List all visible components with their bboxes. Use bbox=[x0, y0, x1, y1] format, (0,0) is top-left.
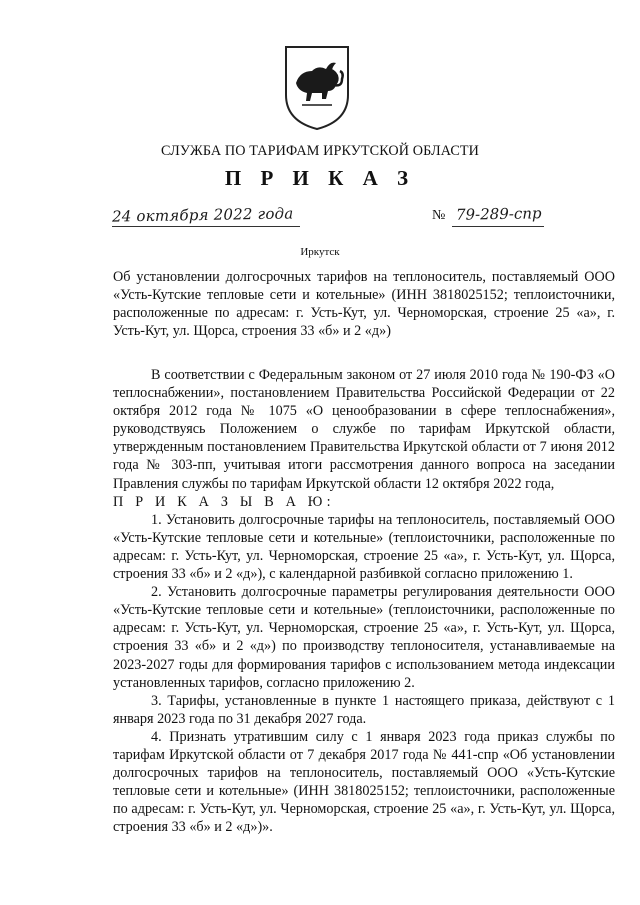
handwritten-number: 79-289-спр bbox=[455, 204, 542, 224]
prikazyvayu-heading: П Р И К А З Ы В А Ю: bbox=[113, 493, 335, 510]
number-sign: № bbox=[432, 208, 446, 223]
document-title: П Р И К А З bbox=[224, 166, 416, 190]
preamble-paragraph: В соответствии с Федеральным законом от 27 июля 2010 года № 190-ФЗ «О теплоснабжении», постановлением Правительства Российской Федерации от 22 октября 2012 года № 1075 «О ценообразовании в сфере теплоснабжения», руководствуясь Положением о службе по тарифам Иркутской области, утвержденным постановлением Правительства Иркутской области от 7 июня 2012 года № 303-пп, учитывая итоги рассмотрения данного вопроса на заседании Правления службы по тарифам Иркутской области 12 октября 2022 года, bbox=[113, 367, 615, 492]
city-name: Иркутск bbox=[300, 246, 340, 258]
order-item-2: 2. Установить долгосрочные параметры регулирования деятельности ООО «Усть-Кутские тепловые сети и котельные» (теплоисточники, расположенные по адресам: г. Усть-Кут, ул. Черноморская, строение 25 «а», г. Усть-Кут, ул. Щорса, строения 33 «б» и 2 «д») по производству теплоносителя, устанавливаемые на 2023-2027 годы для формирования тарифов с использованием метода индексации установленных тарифов, согласно приложению 2. bbox=[113, 584, 615, 691]
order-subject bbox=[113, 268, 615, 340]
agency-name: СЛУЖБА ПО ТАРИФАМ ИРКУТСКОЙ ОБЛАСТИ bbox=[160, 143, 480, 159]
order-item-1: 1. Установить долгосрочные тарифы на теплоноситель, поставляемый ООО «Усть-Кутские тепловые сети и котельные» (теплоисточники, расположенные по адресам: г. Усть-Кут, ул. Черноморская, строение 25 «а», г. Усть-Кут, ул. Щорса, строения 33 «б» и 2 «д»), с календарной разбивкой согласно приложению 1. bbox=[113, 511, 615, 583]
order-body bbox=[113, 366, 615, 836]
date-underline bbox=[112, 226, 300, 227]
order-item-4: 4. Признать утратившим силу с 1 января 2023 года приказ службы по тарифам Иркутской области от 7 декабря 2017 года № 441-спр «Об установлении долгосрочных тарифов на теплоноситель, поставляемый ООО «Усть-Кутские тепловые сети и котельные» (ИНН 3818025152; теплоисточники, расположенные по адресам: г. Усть-Кут, ул. Черноморская, строение 25 «а», г. Усть-Кут, ул. Щорса, строения 33 «б» и 2 «д»)». bbox=[113, 728, 615, 836]
order-item-3: 3. Тарифы, установленные в пункте 1 настоящего приказа, действуют с 1 января 2023 года по 31 декабря 2027 года. bbox=[113, 692, 615, 727]
number-underline bbox=[452, 226, 544, 227]
subject-paragraph: Об установлении долгосрочных тарифов на теплоноситель, поставляемый ООО «Усть-Кутские тепловые сети и котельные» (ИНН 3818025152; теплоисточники, расположенные по адресам: г. Усть-Кут, ул. Черноморская, строение 25 «а», г. Усть-Кут, ул. Щорса, строения 33 «б» и 2 «д») bbox=[113, 269, 615, 340]
coat-of-arms-emblem bbox=[282, 43, 352, 131]
handwritten-date: 24 октября 2022 года bbox=[111, 204, 294, 226]
